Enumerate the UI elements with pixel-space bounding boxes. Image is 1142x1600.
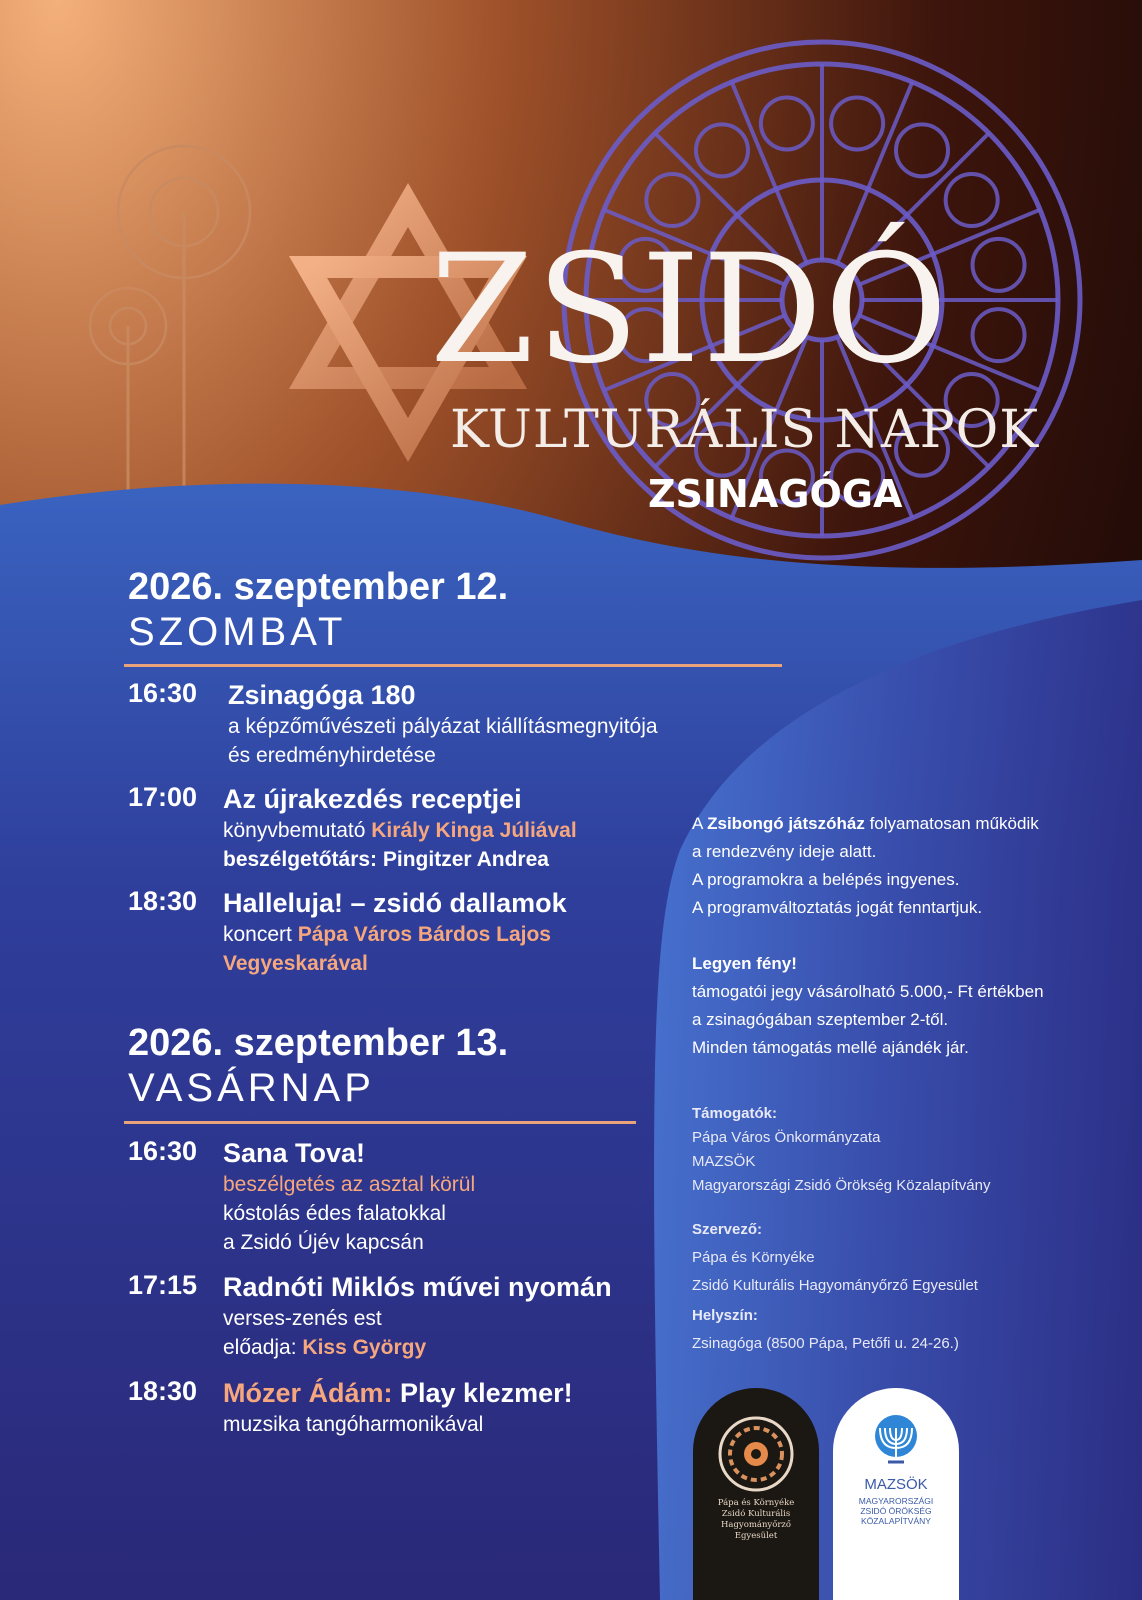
event-title: Sana Tova! [223, 1138, 366, 1168]
event-time: 17:00 [128, 782, 198, 812]
event-line: a képzőművészeti pályázat kiállításmegnyitója [228, 715, 658, 738]
logo-text: MAGYARORSZÁGI [858, 1496, 934, 1506]
info-line: a zsinagógában szeptember 2-től. [692, 1010, 949, 1029]
sponsor-item: Pápa Város Önkormányzata [692, 1129, 881, 1146]
poster-title: ZSIDÓ [430, 223, 950, 397]
event-time: 18:30 [128, 1376, 198, 1406]
info-line: A programváltoztatás jogát fenntartjuk. [692, 898, 983, 917]
event-line: verses-zenés est [223, 1307, 382, 1330]
logo-name: MAZSÖK [864, 1476, 928, 1493]
event-title: Halleluja! – zsidó dallamok [223, 888, 567, 918]
event-line: beszélgetőtárs: Pingitzer Andrea [223, 848, 549, 871]
info-heading: Legyen fény! [692, 954, 797, 973]
info-line: A programokra a belépés ingyenes. [692, 870, 960, 889]
event-line-prefix: koncert [223, 923, 298, 946]
day2-divider [124, 1121, 636, 1124]
event-line: beszélgetés az asztal körül [223, 1173, 476, 1196]
event-time: 16:30 [128, 678, 198, 708]
event-line-prefix: előadja: [223, 1336, 303, 1359]
logo-text: Egyesület [734, 1531, 778, 1541]
event-performer: Pápa Város Bárdos Lajos [297, 923, 551, 946]
mazsok-logo [833, 1388, 959, 1600]
poster-venue: ZSINAGÓGA [648, 472, 903, 516]
event-time: 18:30 [128, 886, 198, 916]
event-time: 16:30 [128, 1136, 198, 1166]
venue-address: Zsinagóga (8500 Pápa, Petőfi u. 24-26.) [692, 1335, 959, 1352]
info-text: folyamatosan működik [864, 814, 1039, 833]
day2-date: 2026. szeptember 13. [128, 1022, 509, 1064]
venue-heading: Helyszín: [692, 1307, 758, 1324]
organizer-heading: Szervező: [692, 1221, 763, 1238]
sponsor-item: Magyarországi Zsidó Örökség Közalapítvány [692, 1177, 991, 1194]
poster-subtitle: KULTURÁLIS NAPOK [450, 400, 1040, 460]
organizer-item: Zsidó Kulturális Hagyományőrző Egyesület [692, 1277, 978, 1294]
logo-text: KÖZALAPÍTVÁNY [861, 1516, 931, 1526]
sponsors-heading: Támogatók: [692, 1105, 778, 1122]
support-ticket-block [692, 950, 1044, 1062]
info-text: A [692, 814, 708, 833]
sponsors-block [692, 1102, 990, 1198]
logo-text: ZSIDÓ ÖRÖKSÉG [860, 1506, 932, 1516]
event-title: Play klezmer! [392, 1378, 573, 1408]
event-title: Az újrakezdés receptjei [223, 784, 522, 814]
info-line: a rendezvény ideje alatt. [692, 842, 877, 861]
event-performer: Kiss György [302, 1336, 427, 1359]
day2-weekday: VASÁRNAP [128, 1066, 375, 1110]
event-title: Radnóti Miklós művei nyomán [223, 1272, 612, 1302]
event-time: 17:15 [128, 1270, 198, 1300]
menorah-logo-icon [871, 1414, 921, 1470]
event-performer: Vegyeskarával [223, 952, 368, 975]
logo-text: Zsidó Kulturális [721, 1509, 791, 1519]
day1-date: 2026. szeptember 12. [128, 566, 509, 608]
event-performer: Mózer Ádám: [223, 1378, 393, 1408]
event-line-prefix: könyvbemutató [223, 819, 372, 842]
event-line: a Zsidó Újév kapcsán [223, 1231, 424, 1254]
organizer-item: Pápa és Környéke [692, 1249, 815, 1266]
event-line: muzsika tangóharmonikával [223, 1413, 484, 1436]
info-highlight: Zsibongó játszóház [707, 814, 865, 833]
event-line: kóstolás édes falatokkal [223, 1202, 446, 1225]
logo-text: Pápa és Környéke [717, 1498, 795, 1508]
organizer-block [692, 1216, 978, 1300]
day1-weekday: SZOMBAT [128, 610, 347, 654]
organizer-logo [693, 1388, 819, 1600]
sponsor-item: MAZSÖK [692, 1153, 756, 1170]
info-line: támogatói jegy vásárolható 5.000,- Ft értékben [692, 982, 1044, 1001]
event-performer: Király Kinga Júliával [371, 819, 577, 842]
logo-text: Hagyományőrző [720, 1520, 792, 1530]
info-line: Minden támogatás mellé ajándék jár. [692, 1038, 969, 1057]
day1-divider [124, 664, 782, 667]
rose-window-logo-icon [716, 1414, 796, 1494]
venue-block [692, 1302, 959, 1358]
info-block [692, 810, 1039, 922]
event-title: Zsinagóga 180 [228, 680, 416, 710]
event-line: és eredményhirdetése [228, 744, 436, 767]
